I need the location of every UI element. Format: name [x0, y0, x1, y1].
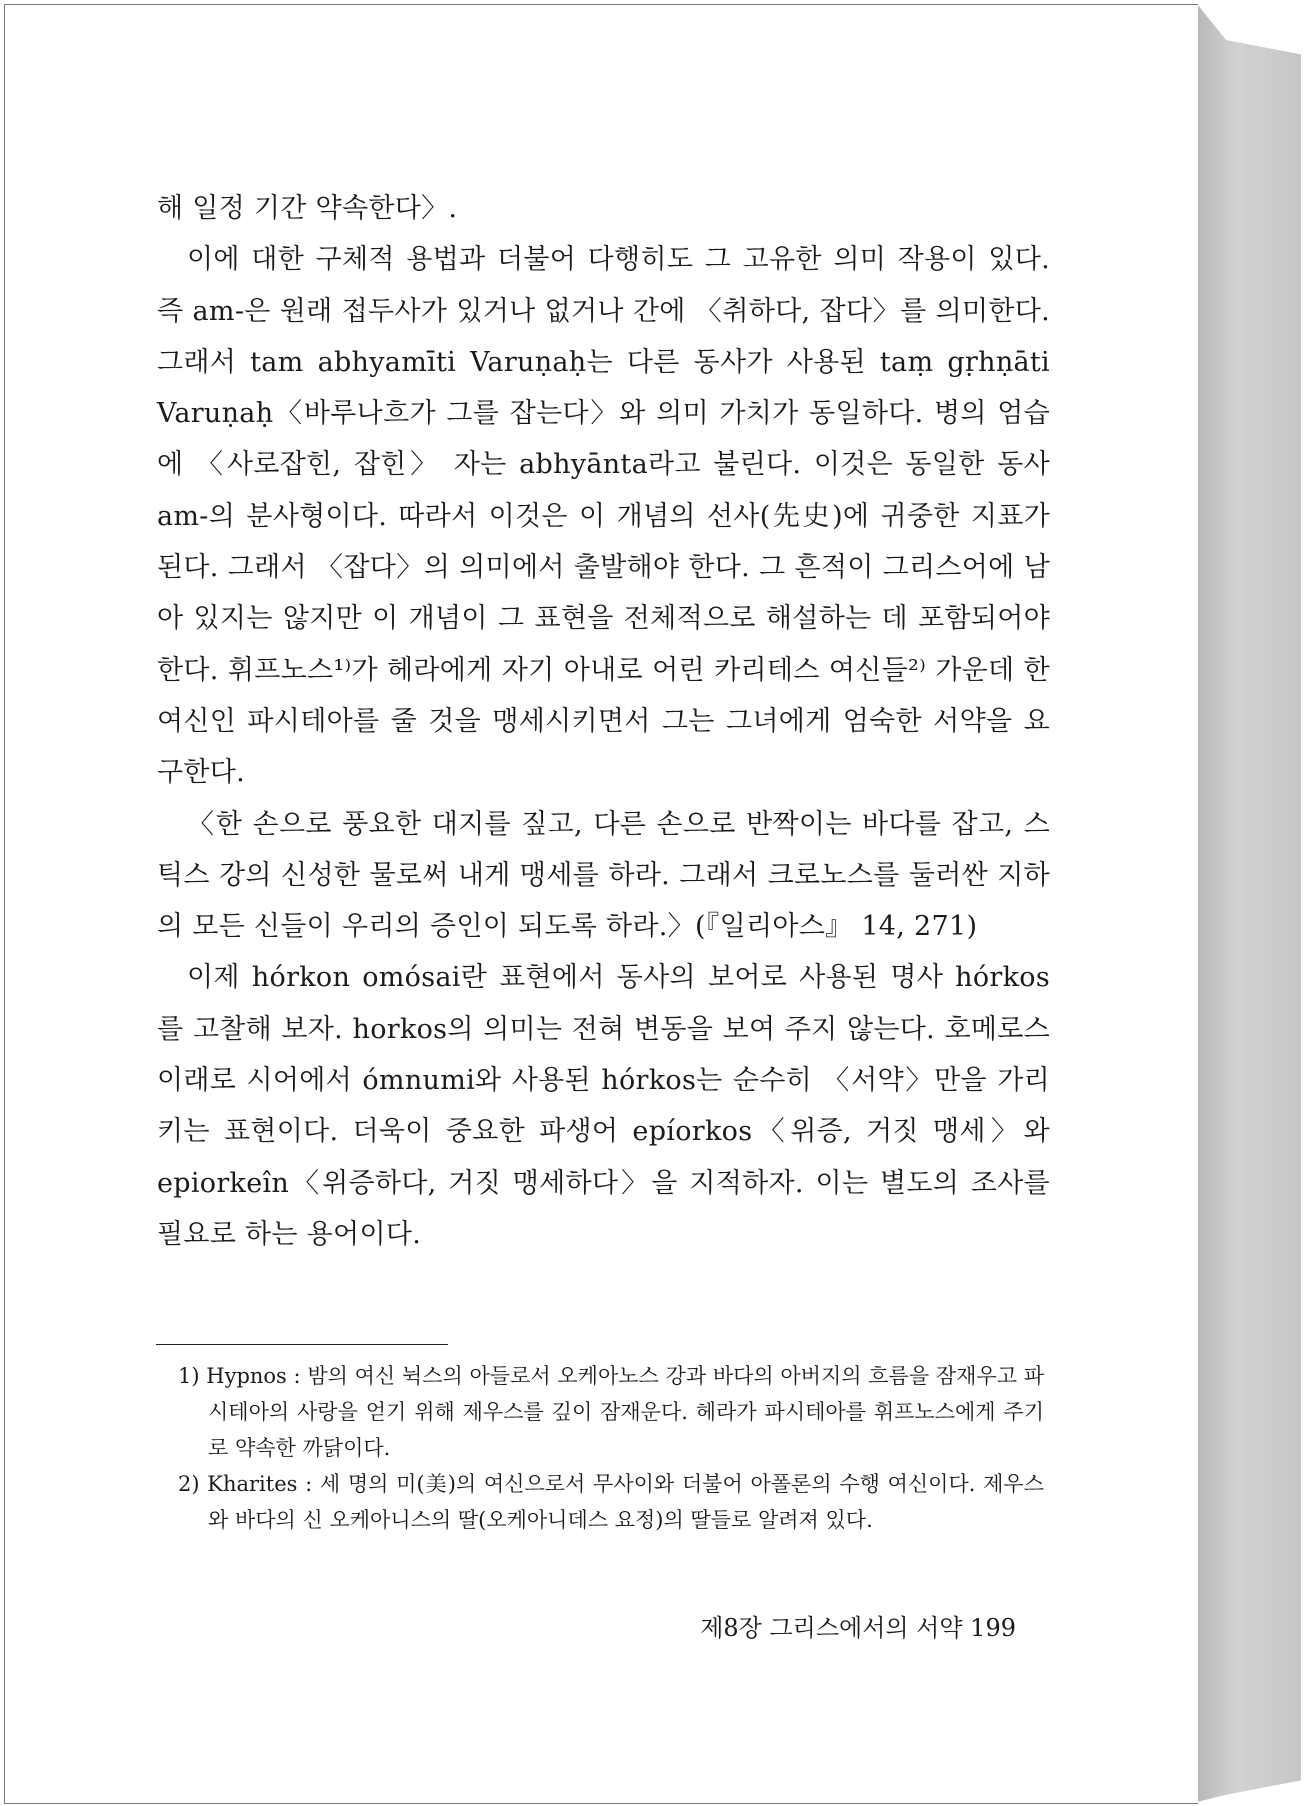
paragraph: 해 일정 기간 약속한다〉. — [157, 193, 458, 224]
body-text — [157, 183, 1050, 1260]
page-edge-shadow — [1197, 4, 1301, 1802]
quote-paragraph: 〈한 손으로 풍요한 대지를 짚고, 다른 손으로 반짝이는 바다를 잡고, 스틱스 강의 신성한 물로써 내게 맹세를 하라. 그래서 크로노스를 둘러싼 지하의 모든 신들이 우리의 증인이 되도록 하라.〉(『일리아스』 14, 271) — [157, 808, 1050, 943]
footnotes — [178, 1358, 1044, 1538]
running-footer: 제8장 그리스에서의 서약 199 — [700, 1614, 1016, 1642]
paragraph: 이에 대한 구체적 용법과 더불어 다행히도 그 고유한 의미 작용이 있다. 즉 am-은 원래 접두사가 있거나 없거나 간에 〈취하다, 잡다〉를 의미한다. 그래서 tam abhyamīti Varuṇaḥ는 다른 동사가 사용된 taṃ gṛhṇāti Varuṇaḥ〈바루나흐가 그를 잡는다〉와 의미 가치가 동일하다. 병의 엄습에 〈사로잡힌, 잡힌〉 자는 abhyānta라고 불린다. 이것은 동일한 동사 am-의 분사형이다. 따라서 이것은 이 개념의 선사(先史)에 귀중한 지표가 된다. 그래서 〈잡다〉의 의미에서 출발해야 한다. 그 흔적이 그리스어에 남아 있지는 않지만 이 개념이 그 표현을 전체적으로 해설하는 데 포함되어야 한다. 휘프노스¹⁾가 헤라에게 자기 아내로 어린 카리테스 여신들²⁾ 가운데 한 여신인 파시테아를 줄 것을 맹세시키면서 그는 그녀에게 엄숙한 서약을 요구한다. — [157, 244, 1050, 789]
footnote: 2) Kharites : 세 명의 미(美)의 여신으로서 무사이와 더불어 아폴론의 수행 여신이다. 제우스와 바다의 신 오케아니스의 딸(오케아니데스 요정)의 딸들로 알려져 있다. — [178, 1472, 1044, 1532]
footnote: 1) Hypnos : 밤의 여신 뉙스의 아들로서 오케아노스 강과 바다의 아버지의 흐름을 잠재우고 파시테아의 사랑을 얻기 위해 제우스를 깊이 잠재운다. 헤라가 파시테아를 휘프노스에게 주기로 약속한 까닭이다. — [178, 1364, 1044, 1460]
paragraph: 이제 hórkon omósai란 표현에서 동사의 보어로 사용된 명사 hórkos를 고찰해 보자. horkos의 의미는 전혀 변동을 보여 주지 않는다. 호메로스 이래로 시어에서 ómnumi와 사용된 hórkos는 순수히 〈서약〉만을 가리키는 표현이다. 더욱이 중요한 파생어 epíorkos〈위증, 거짓 맹세〉와 epiorkeîn〈위증하다, 거짓 맹세하다〉을 지적하자. 이는 별도의 조사를 필요로 하는 용어이다. — [157, 962, 1050, 1250]
footnote-separator — [156, 1344, 448, 1345]
